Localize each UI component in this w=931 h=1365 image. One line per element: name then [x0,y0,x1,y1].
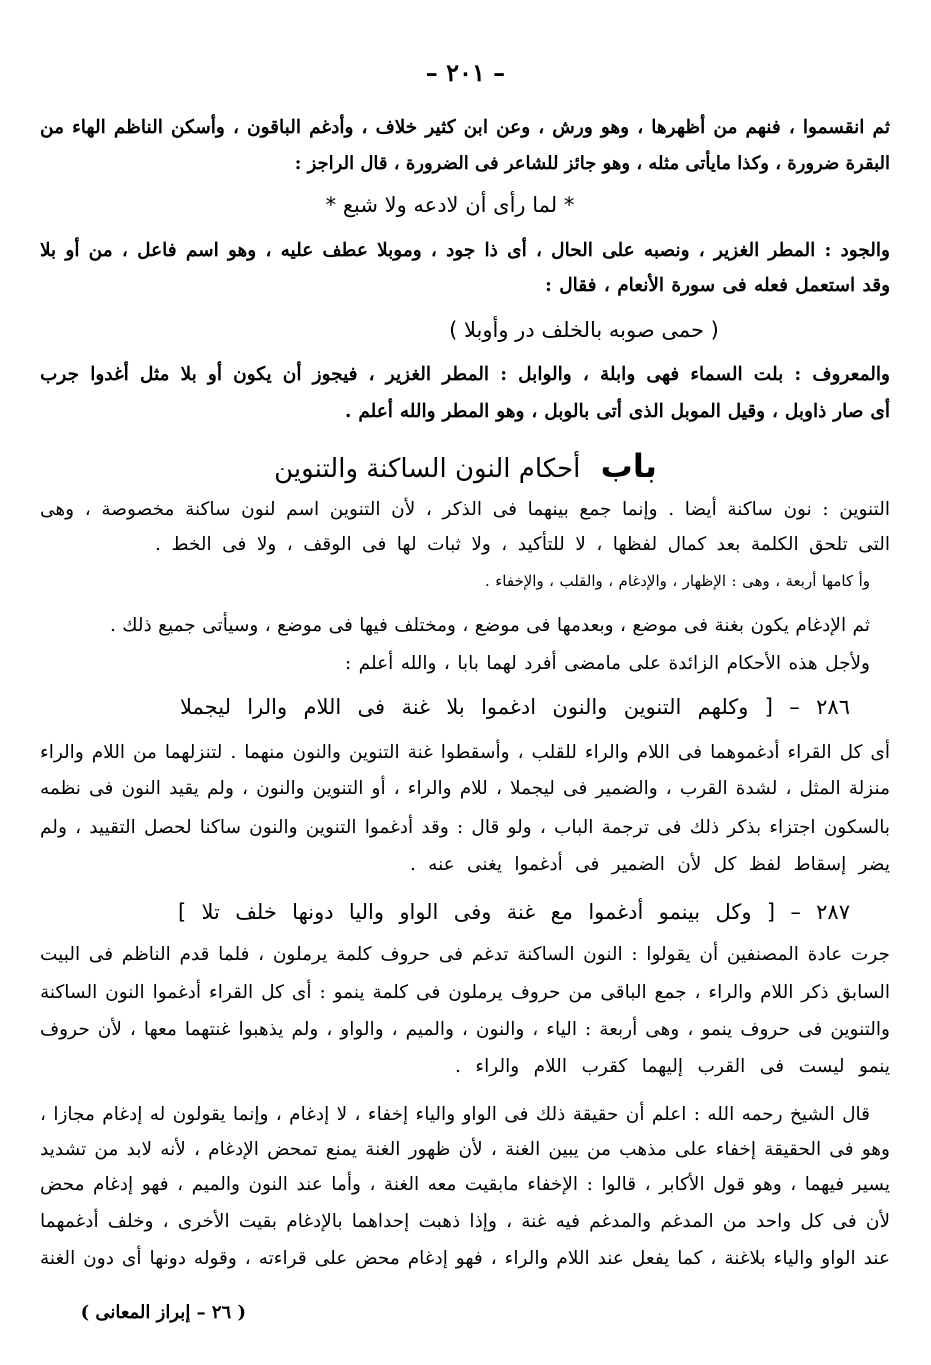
poem-verse: ( حمى صوبه بالخلف در وأوبلا ) [449,318,719,342]
text-line: يضر إسقاط لفظ كل لأن الضمير فى أدغموا يغنى عنه . [410,854,890,875]
text-line: وهو فى الحقيقة إخفاء على مذهب من يبين الغنة ، لأن ظهور الغنة يمنع تمحض الإدغام ، لأنه لابد من تشديد [40,1139,890,1160]
text-line: جرت عادة المصنفين أن يقولوا : النون الساكنة تدغم فى حروف كلمة يرملون ، فلما قدم الناظم فى البيت [40,944,890,965]
text-line: ثم انقسموا ، فنهم من أظهرها ، وهو ورش ، وعن ابن كثير خلاف ، وأدغم الباقون ، وأسكن الناظم الهاء من [40,117,890,138]
footer-signature: ( ٢٦ – إبراز المعانى ) [80,1302,246,1323]
text-line: وأ كامها أربعة ، وهى : الإظهار ، والإدغام ، والقلب ، والإخفاء . [485,572,870,590]
page-number: – ٢٠١ – [425,58,506,87]
text-line: بالسكون اجتزاء بذكر ذلك فى ترجمة الباب ، ولو قال : وقد أدغموا التنوين والنون ساكنا لحصل التقييد ، ولم [40,817,890,838]
chapter-heading [0,444,931,490]
chapter-label: باب [600,447,657,485]
text-line: ولأجل هذه الأحكام الزائدة على مامضى أفرد لهما بابا ، والله أعلم : [345,653,870,674]
text-line: وقد استعمل فعله فى سورة الأنعام ، فقال : [545,275,890,296]
text-line: والمعروف : بلت السماء فهى وابلة ، والوابل : المطر الغزير ، فيجوز أن يكون أو بلا مثل أغدوا جرب [40,364,890,385]
text-line: قال الشيخ رحمه الله : اعلم أن حقيقة ذلك فى الواو والياء إخفاء ، لا إدغام ، وإنما يقولون له إدغام مجازا ، [40,1104,870,1125]
poem-verse: * لما رأى أن لادعه ولا شبع * [325,193,575,217]
poem-verse: ٢٨٧ – [ وكل بينمو أدغموا مع غنة وفى الواو واليا دونها خلف تلا ] [178,900,850,924]
text-line: يسير فيهما ، وهو قول الأكابر ، قالوا : الإخفاء مابقيت معه الغنة ، وأما عند النون والميم ، فهو إدغام محض [40,1174,890,1195]
chapter-title: أحكام النون الساكنة والتنوين [274,454,581,484]
text-line: والتنوين فى حروف ينمو ، وهى أربعة : الياء ، والنون ، والميم ، والواو ، ولم يذهبوا غنتهما معها ، لأن حروف [40,1019,890,1040]
text-line: ثم الإدغام يكون بغنة فى موضع ، وبعدمها فى موضع ، ومختلف فيها فى موضع ، وسيأتى جميع ذلك . [110,615,870,636]
text-line: السابق ذكر اللام والراء ، جمع الباقى من حروف يرملون فى كلمة ينمو : أى كل القراء أدغموا النون الساكنة [40,982,890,1003]
text-line: والجود : المطر الغزير ، ونصبه على الحال ، أى ذا جود ، وموبلا عطف عليه ، وهو اسم فاعل ، من أو بلا [40,240,890,261]
text-line: التى تلحق الكلمة بعد كمال لفظها ، لا للتأكيد ، ولا ثبات لها فى الوقف ، ولا فى الخط . [155,534,890,555]
text-line: البقرة ضرورة ، وكذا مايأتى مثله ، وهو جائز للشاعر فى الضرورة ، قال الراجز : [295,153,890,174]
text-line: أى كل القراء أدغموهما فى اللام والراء للقلب ، وأسقطوا غنة التنوين والنون منهما . لتنزلهما من اللام والراء [40,742,890,763]
text-line: التنوين : نون ساكنة أيضا . وإنما جمع بينهما فى الذكر ، لأن التنوين اسم لنون ساكنة مخصوصة ، وهى [40,499,890,520]
text-line: ينمو ليست فى القرب إليهما كقرب اللام والراء . [455,1056,890,1077]
text-line: منزلة المثل ، لشدة القرب ، والضمير فى ليجملا ، للام والراء ، أو التنوين والنون ، ولم يقيد النون فى نظمه [40,778,890,799]
text-line: عند الواو والياء بلاغنة ، كما يفعل عند اللام والراء ، فهو إدغام محض على قراءته ، وقوله دونها أى دون الغنة [40,1248,890,1269]
text-line: أى صار ذاوبل ، وقيل الموبل الذى أتى بالوبل ، وهو المطر والله أعلم . [345,401,890,422]
text-line: لأن فى كل واحد من المدغم والمدغم فيه غنة ، وإذا ذهبت إحداهما بالإدغام بقيت الأخرى ، وخلف أدغمهما [40,1211,890,1232]
poem-verse: ٢٨٦ – [ وكلهم التنوين والنون ادغموا بلا غنة فى اللام والرا ليجملا [180,695,850,719]
